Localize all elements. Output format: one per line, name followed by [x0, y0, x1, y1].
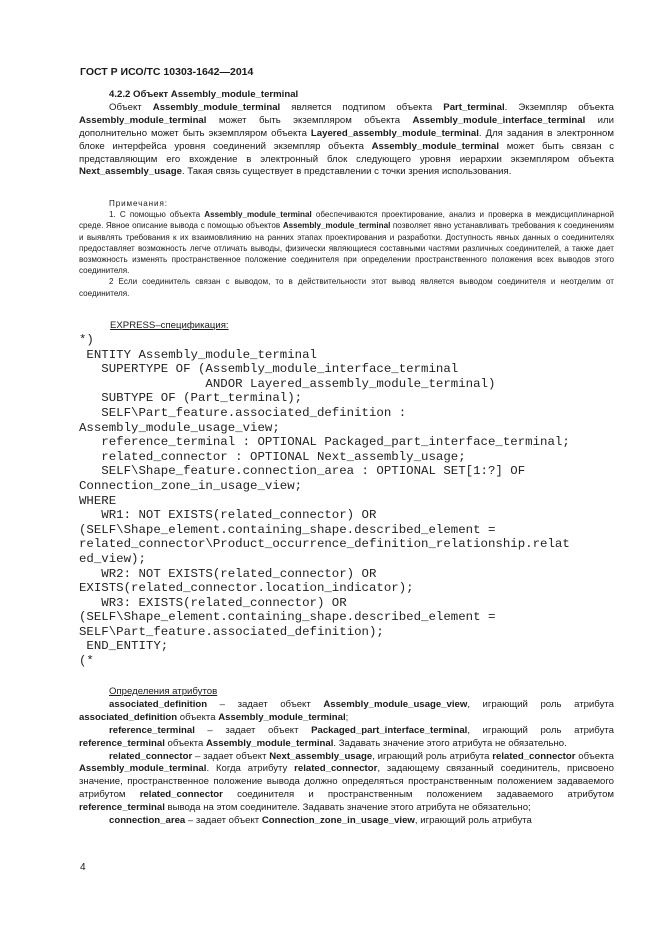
- attr-connection-area: [79, 815, 614, 828]
- term-bold: Assembly_module_usage_view: [323, 698, 468, 710]
- term-bold: related_connector: [294, 763, 378, 775]
- note-2: [79, 276, 614, 298]
- term-bold: Assembly_module_terminal: [152, 101, 281, 113]
- term-bold: associated_definition: [79, 711, 178, 723]
- term-bold: reference_terminal: [109, 724, 195, 736]
- term-bold: associated_definition: [109, 698, 208, 710]
- text-run: . Когда атрибуту: [206, 763, 295, 775]
- page-number: 4: [80, 862, 86, 873]
- term-bold: related_connector: [139, 789, 223, 801]
- text-run: – задает объект: [207, 698, 324, 710]
- text-run: , играющий роль атрибута: [372, 750, 493, 762]
- attr-reference-terminal: [79, 725, 614, 751]
- text-run: . Экземпляр объекта: [504, 101, 614, 113]
- term-bold: Next_assembly_usage: [269, 750, 373, 762]
- text-run: , играющий роль атрибута: [414, 815, 532, 827]
- express-code-block: *) ENTITY Assembly_module_terminal SUPERTYPE OF (Assembly_module_interface_terminal ANDOR Layered_assembly_module_terminal) SUBTYPE OF (Part_terminal); SELF\Part_feature.associated_definition : Assembly_module_usage_view; reference_terminal : OPTIONAL Packaged_part_interface_terminal; related_connector : OPTIONAL Next_assembly_usage; SELF\Shape_feature.connection_area : OPTIONAL SET[1:?] OF Connection_zone_in_usage_view; WHERE WR1: NOT EXISTS(related_connector) OR (SELF\Shape_element.containing_shape.described_element = related_connector\Product_occurrence_definition_relationship.relat ed_view); WR2: NOT EXISTS(related_connector) OR EXISTS(related_connector.location_indicator); WR3: EXISTS(related_connector) OR (SELF\Shape_element.containing_shape.described_element = SELF\Part_feature.associated_definition); END_ENTITY; (*: [79, 333, 570, 669]
- text-run: – задает объект: [194, 724, 312, 736]
- term-bold: Assembly_module_terminal: [218, 711, 346, 723]
- text-run: , играющий роль атрибута: [467, 698, 614, 710]
- term-bold: Assembly_module_terminal: [204, 210, 312, 220]
- text-run: может быть экземпляром объекта: [206, 114, 413, 126]
- text-run: , задающему связанный соединитель, присвоено значение, пространственное положение вывода должно определяться пространственным положением задаваемого атрибутом: [79, 763, 614, 801]
- attr-associated-definition: [79, 699, 614, 725]
- text-run: 2 Если соединитель связан с выводом, то в действительности этот вывод является выводом соединителя и неотделим от соединителя.: [79, 277, 614, 298]
- standard-designation: ГОСТ Р ИСО/ТС 10303-1642—2014: [80, 66, 254, 78]
- text-run: обеспечиваются проектирование, анализ и проверка в междисциплинарной среде. Явное описание вывода с помощью объектов: [79, 210, 615, 231]
- text-run: , играющий роль атрибута: [467, 724, 614, 736]
- text-run: соединителя и пространственным положением задаваемого атрибутом: [222, 789, 615, 801]
- text-run: объекта: [164, 737, 206, 749]
- text-run: ;: [345, 711, 349, 723]
- term-bold: Part_terminal: [443, 101, 505, 113]
- term-bold: Assembly_module_terminal: [79, 763, 207, 775]
- text-run: – задает объект: [192, 750, 270, 762]
- text-run: – задает объект: [185, 815, 262, 827]
- term-bold: Assembly_module_terminal: [371, 140, 500, 152]
- term-bold: Layered_assembly_module_terminal: [310, 127, 479, 139]
- term-bold: Assembly_module_interface_terminal: [412, 114, 586, 126]
- section-4-2-2: [79, 89, 614, 179]
- text-run: . Для задания в электронном блоке интерфейса уровня соединений экземпляр объекта: [79, 127, 614, 152]
- term-bold: Assembly_module_terminal: [282, 221, 391, 231]
- text-run: 1. С помощью объекта: [109, 210, 205, 220]
- attribute-definitions: [79, 686, 614, 828]
- text-run: . Задавать значение этого атрибута не обязательно.: [333, 737, 567, 749]
- text-run: позволяет явно устанавливать требования к соединениям и выявлять требования к их взаимовлиянию на ранних этапах проектирования и разработки. Доступность явных данных о соединителях предоставляет возможность легче отличать выводы, физически являющиеся составными частями различных соединителей, а также дает возможность изменять пространственное положение соединителя при определении пространственного положения всех выводов этого соединителя.: [79, 221, 614, 276]
- attribute-definitions-title: Определения атрибутов: [109, 686, 218, 697]
- attr-related-connector: [79, 751, 614, 816]
- notes-heading: Примечания:: [109, 199, 168, 208]
- express-spec-label: EXPRESS–спецификация:: [110, 320, 229, 331]
- text-run: может быть связан с представляющим его вхождение в электронный блок следующего уровня иерархии экземпляром объекта: [79, 140, 614, 165]
- term-bold: related_connector: [109, 750, 193, 762]
- term-bold: Next_assembly_usage: [79, 166, 182, 178]
- text-run: является подтипом объекта: [280, 101, 444, 113]
- term-bold: related_connector: [492, 750, 576, 762]
- term-bold: connection_area: [109, 815, 186, 827]
- term-bold: reference_terminal: [79, 737, 165, 749]
- text-run: Объект: [109, 101, 153, 113]
- section-paragraph: [79, 102, 614, 179]
- text-run: объекта: [177, 711, 219, 723]
- term-bold: Packaged_part_interface_terminal: [311, 724, 468, 736]
- term-bold: reference_terminal: [79, 802, 165, 814]
- notes-block: [79, 198, 614, 299]
- term-bold: Assembly_module_terminal: [205, 737, 334, 749]
- section-heading: 4.2.2 Объект Assembly_module_terminal: [109, 89, 299, 100]
- text-run: объекта: [575, 750, 614, 762]
- text-run: . Такая связь существует в представлении с точки зрения использования.: [181, 166, 512, 178]
- note-1: [79, 209, 614, 276]
- term-bold: Assembly_module_terminal: [79, 114, 207, 126]
- text-run: или дополнительно может быть экземпляром объекта: [79, 114, 614, 139]
- term-bold: Connection_zone_in_usage_view: [261, 815, 415, 827]
- text-run: вывода на этом соединителе. Задавать значение этого атрибута не обязательно;: [164, 802, 531, 814]
